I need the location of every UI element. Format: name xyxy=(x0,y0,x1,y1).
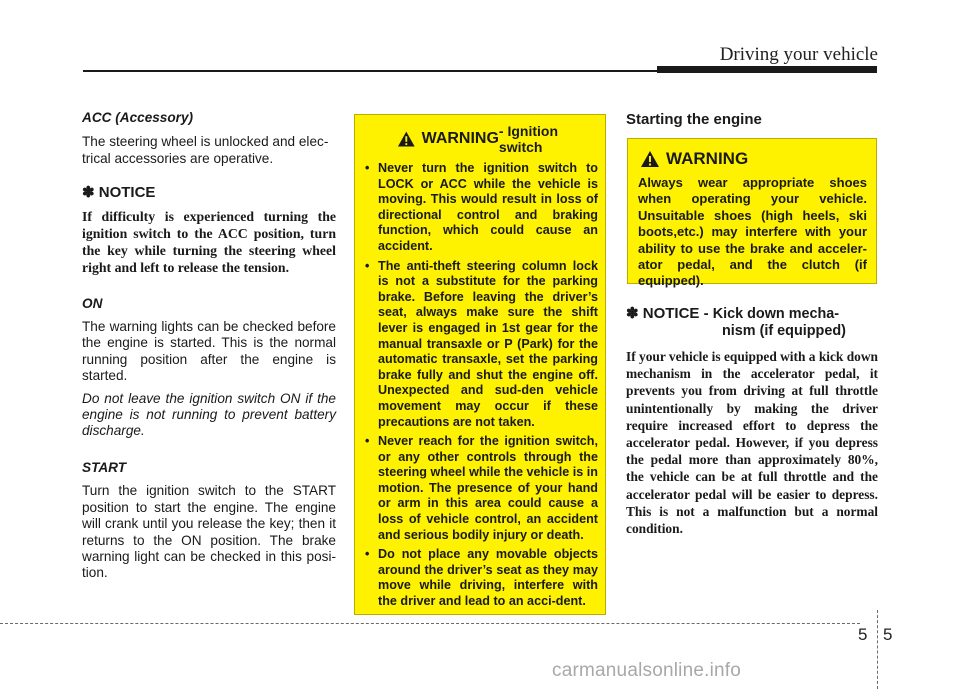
warning-shoes-text: Always wear appropriate shoes when operating your vehicle. Unsuitable shoes (high heels, ski boots,etc.) may interfere with your ability to use the brake and acceler-ator pedal, and the clutch (if equipped). xyxy=(638,175,867,289)
on-text: The warning lights can be checked before the engine is started. This is the normal running position after the engine is started. xyxy=(82,319,336,384)
header-rule-thick xyxy=(657,66,877,73)
start-text: Turn the ignition switch to the START position to start the engine. The engine will crank until you release the key; then it returns to the ON position. The brake warning light can be checked in this posi-tion. xyxy=(82,483,336,581)
notice-text: If difficulty is experienced turning the ignition switch to the ACC position, turn the key while turning the steering wheel right and left to release the tension. xyxy=(82,208,336,275)
acc-text: The steering wheel is unlocked and elec-trical accessories are operative. xyxy=(82,134,329,166)
footer-dashed-line xyxy=(0,623,860,624)
header-rule xyxy=(83,70,657,72)
warning-subtitle: - Ignition switch xyxy=(498,123,559,155)
warning-shoes-title: WARNING xyxy=(666,149,749,168)
warning-shoes-box xyxy=(627,138,877,289)
notice-heading: ✽ NOTICE xyxy=(82,184,156,202)
footer-vertical-dashed-line xyxy=(877,610,878,689)
on-italic-text: Do not leave the ignition switch ON if the engine is not running to prevent battery discharge. xyxy=(82,390,336,439)
start-heading: START xyxy=(82,459,127,475)
section-title: Starting the engine xyxy=(626,111,762,128)
on-heading: ON xyxy=(82,295,103,311)
warning-item: • The anti-theft steering column lock is not a substitute for the parking brake. Before leaving the driver’s seat, always make sure the shift lever is engaged in 1st gear for the manual transaxle or P (Park) for the automatic transaxle, set the parking brake fully and shut the engine off. Unexpected and sud-den vehicle movement may occur if these precautions are not taken. xyxy=(365,258,598,429)
warning-triangle-icon xyxy=(397,130,416,148)
left-column xyxy=(82,110,336,582)
warning-item: • Never turn the ignition switch to LOCK or ACC while the vehicle is moving. This would result in loss of directional control and braking function, which could cause an accident. xyxy=(365,161,598,253)
warning-triangle-icon xyxy=(640,150,660,168)
chapter-number: 5 xyxy=(858,625,868,644)
acc-heading: ACC (Accessory) xyxy=(82,110,194,125)
header-title: Driving your vehicle xyxy=(719,44,878,65)
kickdown-notice xyxy=(626,305,878,537)
warning-ignition-box xyxy=(354,114,606,615)
watermark: carmanualsonline.info xyxy=(552,660,742,681)
kickdown-notice-sub2: nism (if equipped) xyxy=(722,323,846,339)
page-number: 5 xyxy=(883,625,893,644)
kickdown-notice-sub1: Kick down mecha- xyxy=(712,306,840,322)
kickdown-notice-label: ✽ NOTICE - xyxy=(626,305,713,322)
warning-title: WARNING xyxy=(421,130,499,147)
kickdown-notice-text: If your vehicle is equipped with a kick down mechanism in the accelerator pedal, it prevents you from driving at full throttle unintentionally by making the driver require increased effort to depress the accelerator pedal. However, if you depress the pedal more than approximately 80%, the vehicle can be at full throttle and the accelerator pedal will be easier to depress. This is not a malfunction but a normal condition. xyxy=(626,349,878,537)
warning-item: • Do not place any movable objects around the driver’s seat as they may move while driving, interfere with the driver and lead to an acci-dent. xyxy=(365,547,598,609)
warning-list xyxy=(365,161,598,610)
warning-item: • Never reach for the ignition switch, or any other controls through the steering wheel while the vehicle is in motion. The presence of your hand or arm in this area could cause a loss of vehicle control, an accident and serious bodily injury or death. xyxy=(365,434,598,542)
